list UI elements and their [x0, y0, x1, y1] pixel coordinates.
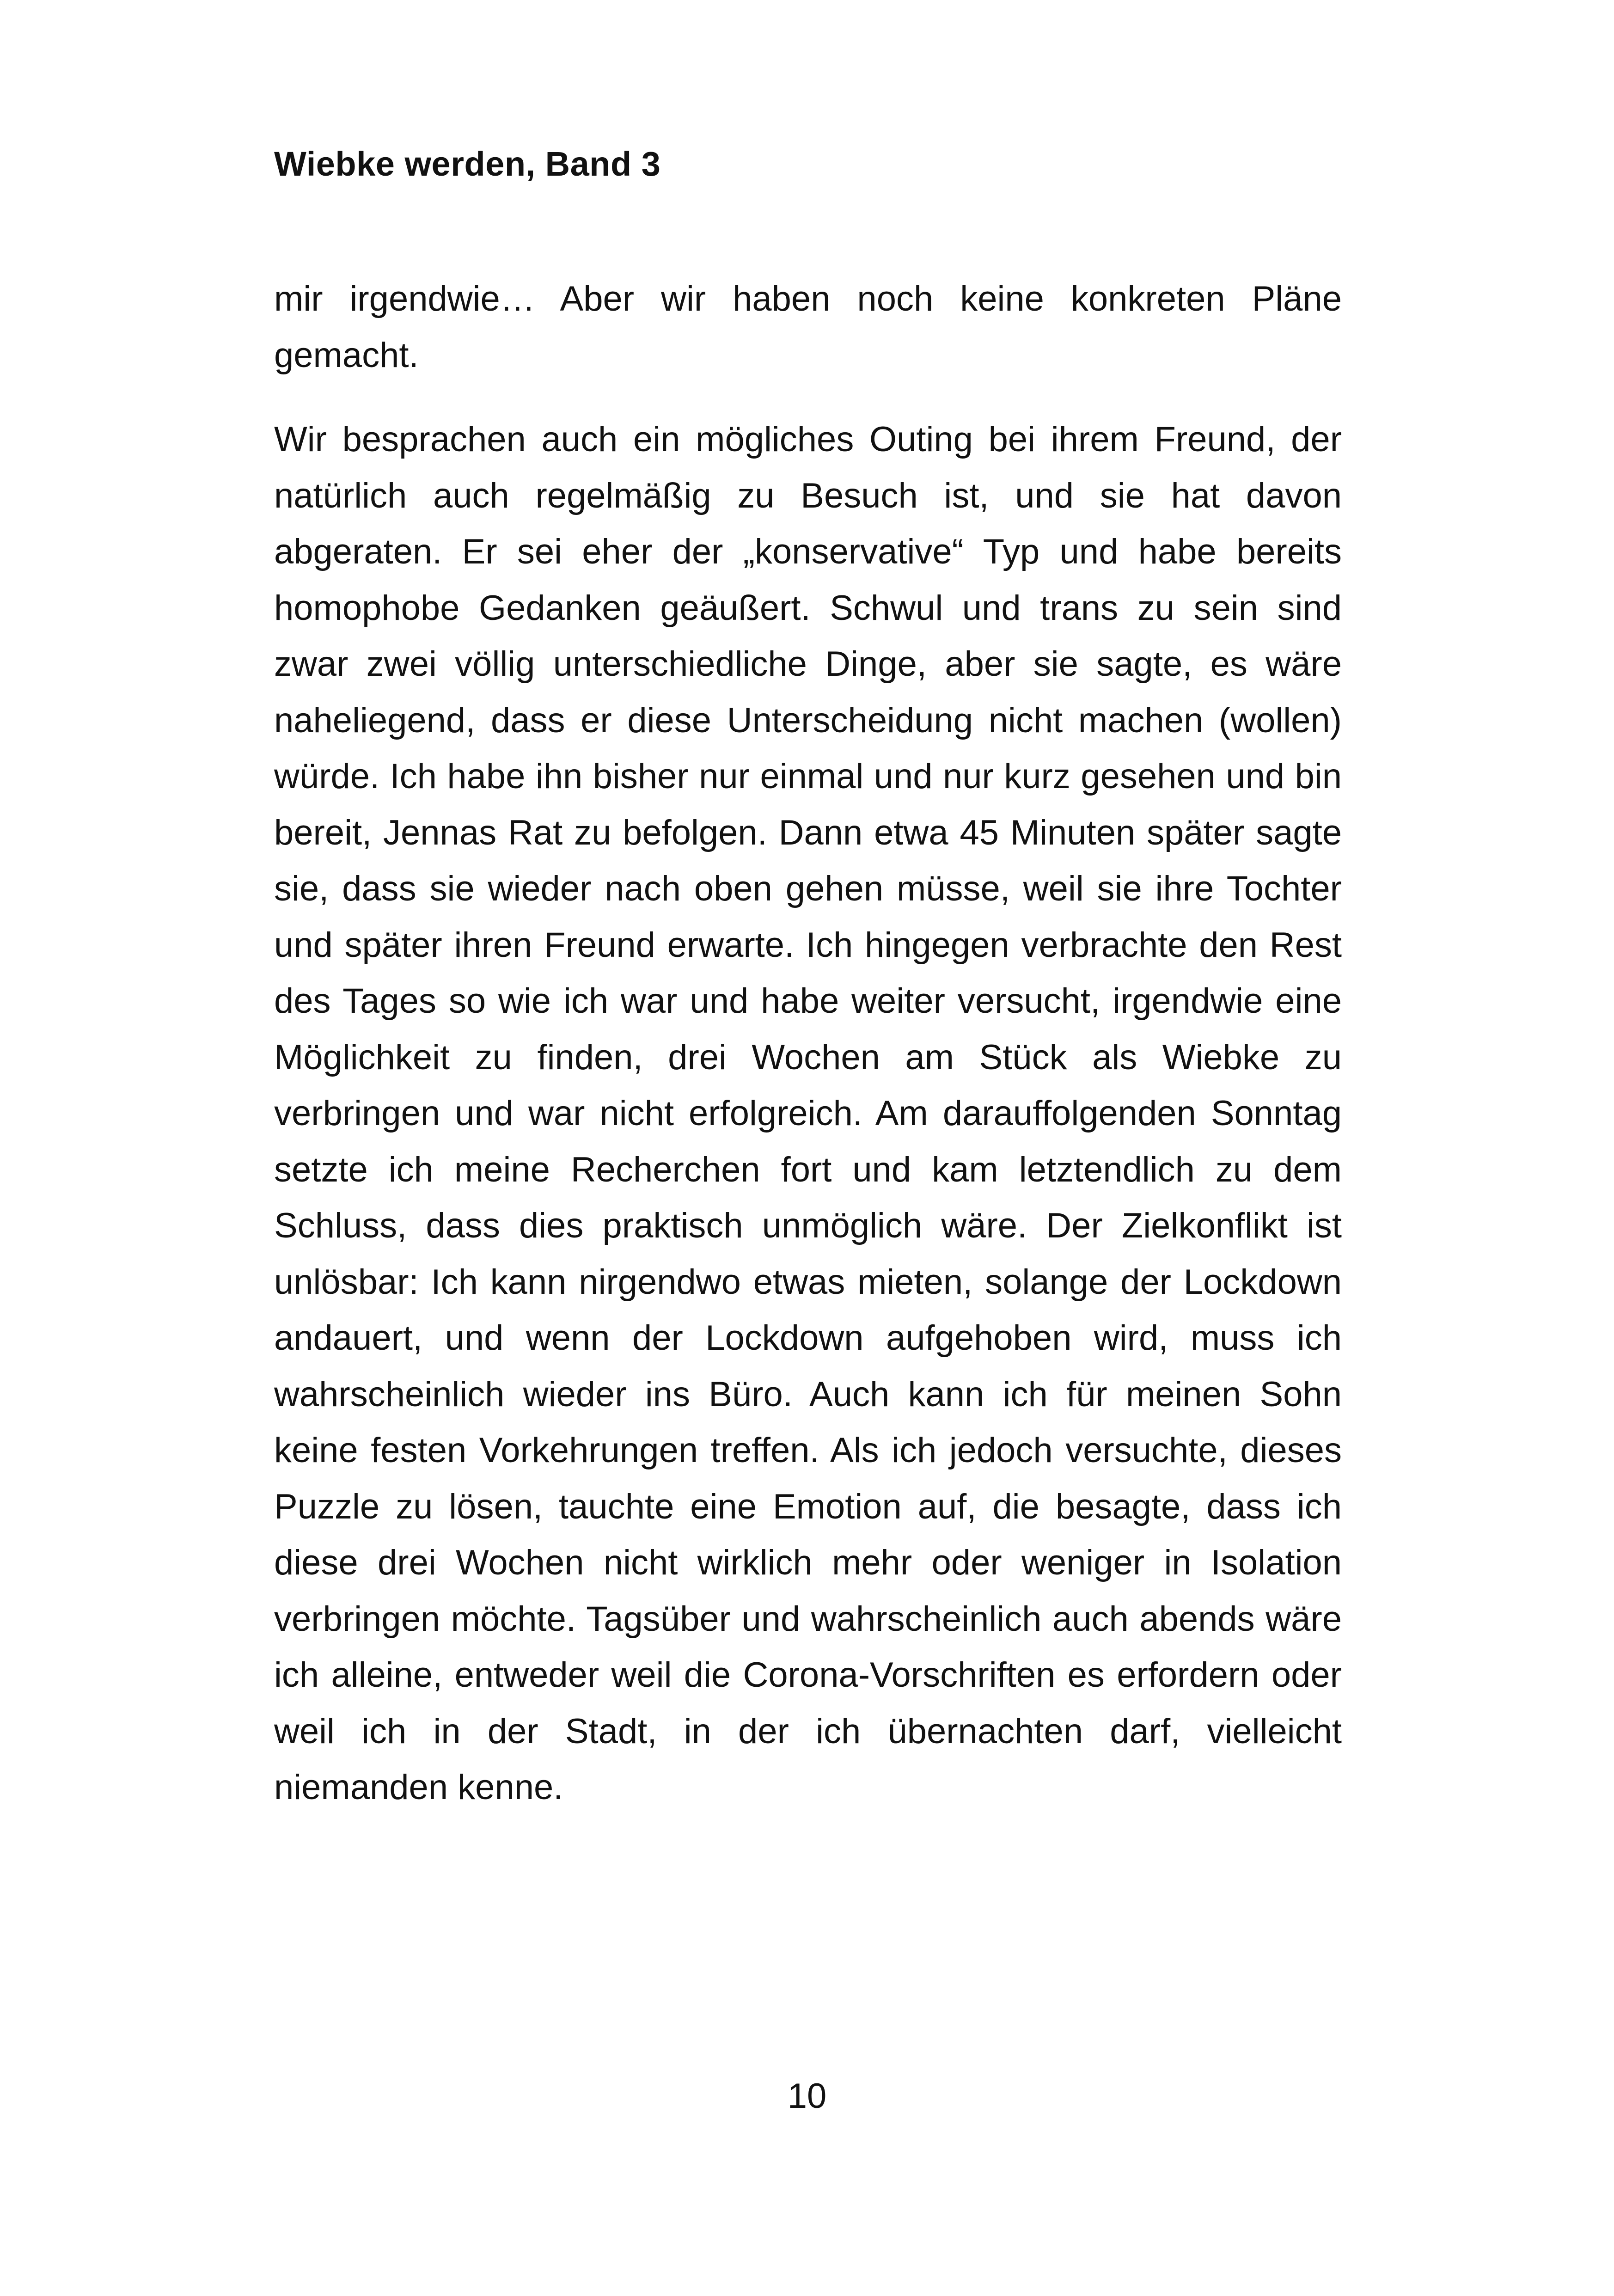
paragraph-main: Wir besprachen auch ein mögliches Outing bei ihrem Freund, der natürlich auch regelmäßig zu Besuch ist, und sie hat davon abgeraten. Er sei eher der „konservative“ Typ und habe bereits homophobe Gedanken geäußert. Schwul und trans zu sein sind zwar zwei völlig unterschiedliche Dinge, aber sie sagte, es wäre naheliegend, dass er diese Unterscheidung nicht machen (wollen) würde. Ich habe ihn bisher nur einmal und nur kurz gesehen und bin bereit, Jennas Rat zu befolgen. Dann etwa 45 Minuten später sagte sie, dass sie wieder nach oben gehen müsse, weil sie ihre Tochter und später ihren Freund erwarte. Ich hingegen verbrachte den Rest des Tages so wie ich war und habe weiter versucht, irgendwie eine Möglichkeit zu finden, drei Wochen am Stück als Wiebke zu verbringen und war nicht erfolgreich. Am darauffolgenden Sonntag setzte ich meine Recherchen fort und kam letztendlich zu dem Schluss, dass dies praktisch unmöglich wäre. Der Zielkonflikt ist unlösbar: Ich kann nirgendwo etwas mieten, solange der Lockdown andauert, und wenn der Lockdown aufgehoben wird, muss ich wahrscheinlich wieder ins Büro. Auch kann ich für meinen Sohn keine festen Vorkehrungen treffen. Als ich jedoch versuchte, dieses Puzzle zu lösen, tauchte eine Emotion auf, die besagte, dass ich diese drei Wochen nicht wirklich mehr oder weniger in Isolation verbringen möchte. Tagsüber und wahrscheinlich auch abends wäre ich alleine, entweder weil die Corona-Vorschriften es erfordern oder weil ich in der Stadt, in der ich übernachten darf, vielleicht niemanden kenne. — [274, 420, 1342, 1807]
running-title: Wiebke werden, Band 3 — [274, 145, 661, 183]
page-number: 10 — [787, 2076, 827, 2116]
body-text — [274, 271, 1342, 1816]
paragraph-continuation: mir irgendwie… Aber wir haben noch keine konkreten Pläne gemacht. — [274, 279, 1342, 375]
